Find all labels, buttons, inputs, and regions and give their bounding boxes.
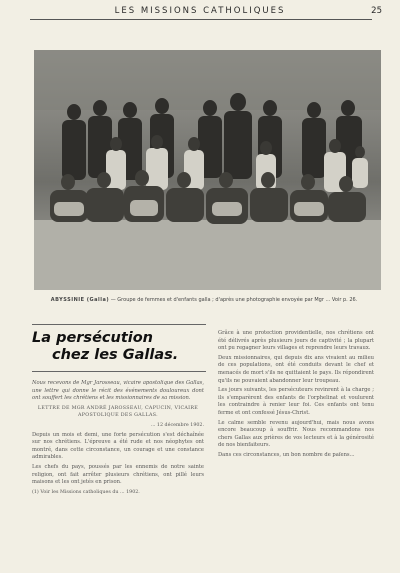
- article-title: [32, 330, 206, 364]
- photo-caption: [46, 296, 362, 304]
- body-paragraph: Depuis un mois et demi, une forte persécution s'est déchaînée sur nos chrétiens. L'épreuve a été rude et nos néophytes ont montré, dans cette circonstance, un courage et une constance admirables.: [32, 431, 204, 461]
- body-paragraph: Les jours suivants, les persécuteurs revinrent à la charge ; ils s'emparèrent des enfants de l'orphelinat et voulurent les contraindre à renier leur foi. Ces enfants ont tenu ferme et ont confessé Jésus-Christ.: [218, 387, 374, 416]
- body-paragraph: Les chefs du pays, poussés par les ennemis de notre sainte religion, ont fait arrêter plusieurs chrétiens, ont pillé leurs maisons et les ont jetés en prison.: [32, 463, 204, 486]
- left-column: [32, 380, 204, 498]
- article-headline-box: [32, 324, 206, 372]
- body-paragraph: Grâce à une protection providentielle, nos chrétiens ont été délivrés après plusieurs jours de captivité ; la plupart ont pu regagner leurs villages et reprendre leurs travaux.: [218, 330, 374, 352]
- caption-text: — Groupe de femmes et d'enfants galla ; d'après une photographie envoyée par Mgr ... Voir p. 26.: [110, 297, 358, 303]
- right-column: [218, 330, 374, 462]
- header-rule: [30, 19, 372, 20]
- article-title-line2: chez les Gallas.: [52, 347, 179, 363]
- running-head: [0, 6, 400, 20]
- page-number: 25: [371, 6, 382, 16]
- body-paragraph: Le calme semble revenu aujourd'hui, mais nous avons encore beaucoup à souffrir. Nous recommandons nos chers Gallas aux prières de vos lecteurs et à la générosité de nos bienfaiteurs.: [218, 419, 374, 449]
- caption-place: ABYSSINIE (Galla): [50, 297, 110, 303]
- footnote: (1) Voir les Missions catholiques du ... 1902.: [32, 489, 140, 495]
- article-title-line1: La persécution: [32, 330, 154, 346]
- article-intro: Nous recevons de Mgr Jarosseau, vicaire apostolique des Gallas, une lettre qui donne le récit des événements douloureux dont ont souffert les chrétiens et les missionnaires de sa mission.: [32, 380, 204, 402]
- body-paragraph: Dans ces circonstances, un bon nombre de païens...: [218, 451, 355, 458]
- group-photograph: [34, 50, 381, 290]
- journal-title: LES MISSIONS CATHOLIQUES: [114, 6, 286, 16]
- letter-dateline: ... 12 décembre 1902.: [150, 422, 204, 428]
- letter-heading: LETTRE DE MGR ANDRÉ JAROSSEAU, CAPUCIN, VICAIRE APOSTOLIQUE DES GALLAS.: [37, 405, 199, 419]
- body-paragraph: Deux missionnaires, qui depuis dix ans vivaient au milieu de ces populations, ont été conduits devant le chef et menacés de mort s'ils ne quittaient le pays. Ils répondirent qu'ils ne pouvaient abandonner leur troupeau.: [218, 354, 374, 384]
